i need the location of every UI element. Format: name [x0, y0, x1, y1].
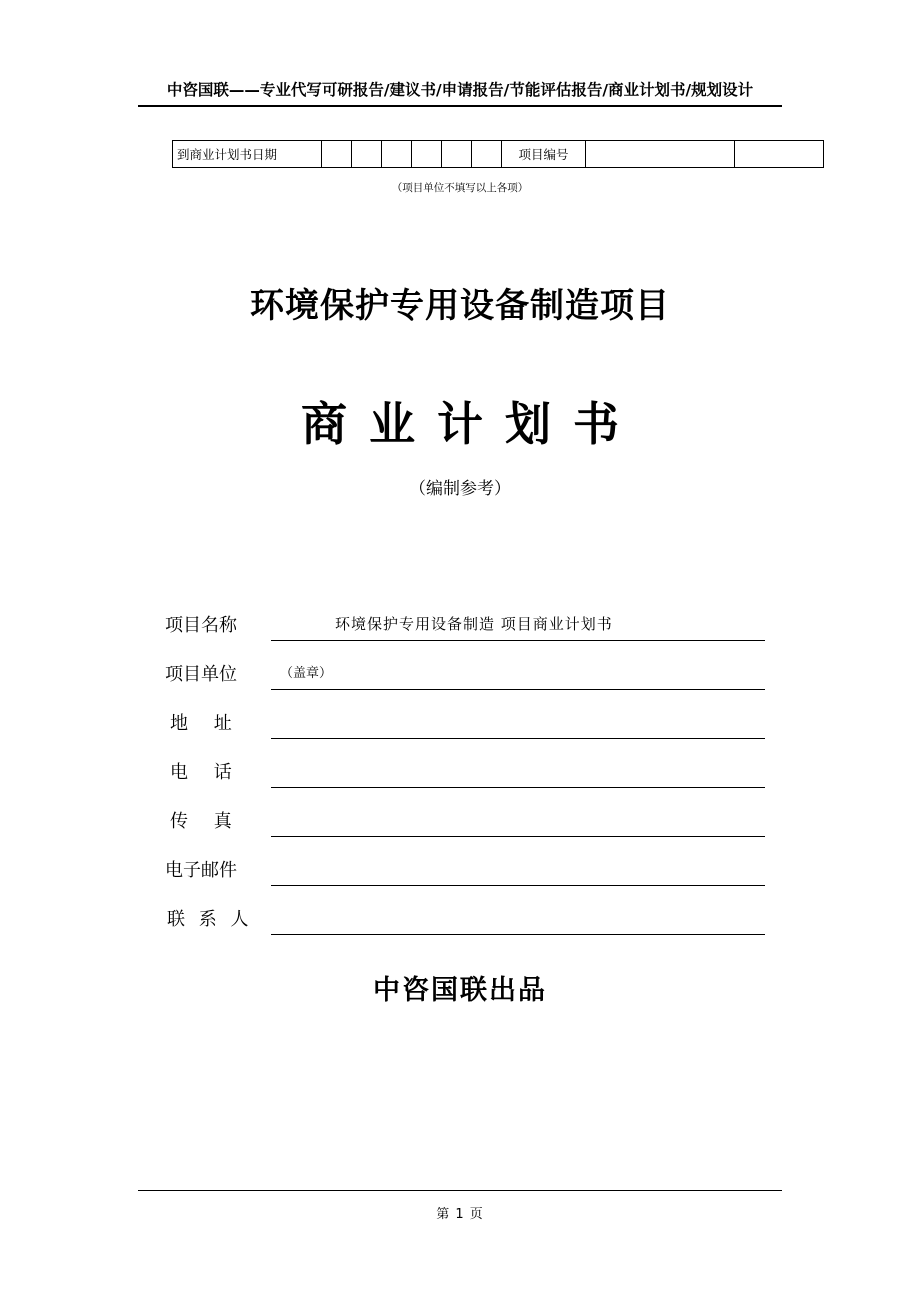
document-type-title: 商业计划书	[301, 397, 641, 451]
page-number: 第 1 页	[436, 1207, 484, 1222]
form-note: （项目单位不填写以上各项）	[391, 182, 529, 194]
field-row-fax	[165, 801, 765, 850]
field-label-address: 地 址	[170, 713, 242, 734]
field-row-phone	[165, 752, 765, 801]
field-row-address	[165, 703, 765, 752]
field-label-phone: 电 话	[170, 762, 242, 783]
footer-divider	[138, 1190, 782, 1191]
field-label-project-unit: 项目单位	[165, 664, 237, 685]
date-label-cell: 到商业计划书日期	[173, 141, 322, 168]
field-underline	[271, 738, 765, 739]
field-row-project-name	[165, 605, 765, 654]
date-box-1[interactable]	[322, 141, 352, 168]
field-label-fax: 传 真	[170, 811, 242, 832]
table-row	[173, 141, 824, 168]
field-underline	[271, 689, 765, 690]
project-number-tail-cell[interactable]	[735, 141, 824, 168]
field-underline	[271, 640, 765, 641]
field-underline	[271, 787, 765, 788]
field-value-project-name[interactable]: 环境保护专用设备制造 项目商业计划书	[335, 615, 613, 633]
header-banner-text: 中咨国联——专业代写可研报告/建议书/申请报告/节能评估报告/商业计划书/规划设计	[166, 81, 754, 99]
project-number-label-cell: 项目编号	[502, 141, 586, 168]
publisher-line: 中咨国联出品	[373, 975, 547, 1006]
field-underline	[271, 934, 765, 935]
field-row-project-unit	[165, 654, 765, 703]
date-box-3[interactable]	[382, 141, 412, 168]
top-form-table	[172, 140, 824, 168]
project-number-value-cell[interactable]	[586, 141, 735, 168]
date-box-6[interactable]	[472, 141, 502, 168]
field-label-project-name: 项目名称	[165, 615, 237, 636]
field-label-contact: 联 系 人	[167, 909, 253, 930]
date-box-4[interactable]	[412, 141, 442, 168]
field-list	[165, 605, 765, 948]
document-type-note: （编制参考）	[409, 479, 511, 499]
field-row-email	[165, 850, 765, 899]
field-underline	[271, 836, 765, 837]
field-row-contact	[165, 899, 765, 948]
date-box-2[interactable]	[352, 141, 382, 168]
page-title: 环境保护专用设备制造项目	[250, 286, 670, 326]
field-value-project-unit[interactable]: （盖章）	[280, 666, 333, 681]
document-header	[138, 78, 782, 100]
field-underline	[271, 885, 765, 886]
header-divider	[138, 105, 782, 107]
field-label-email: 电子邮件	[165, 860, 237, 881]
date-box-5[interactable]	[442, 141, 472, 168]
